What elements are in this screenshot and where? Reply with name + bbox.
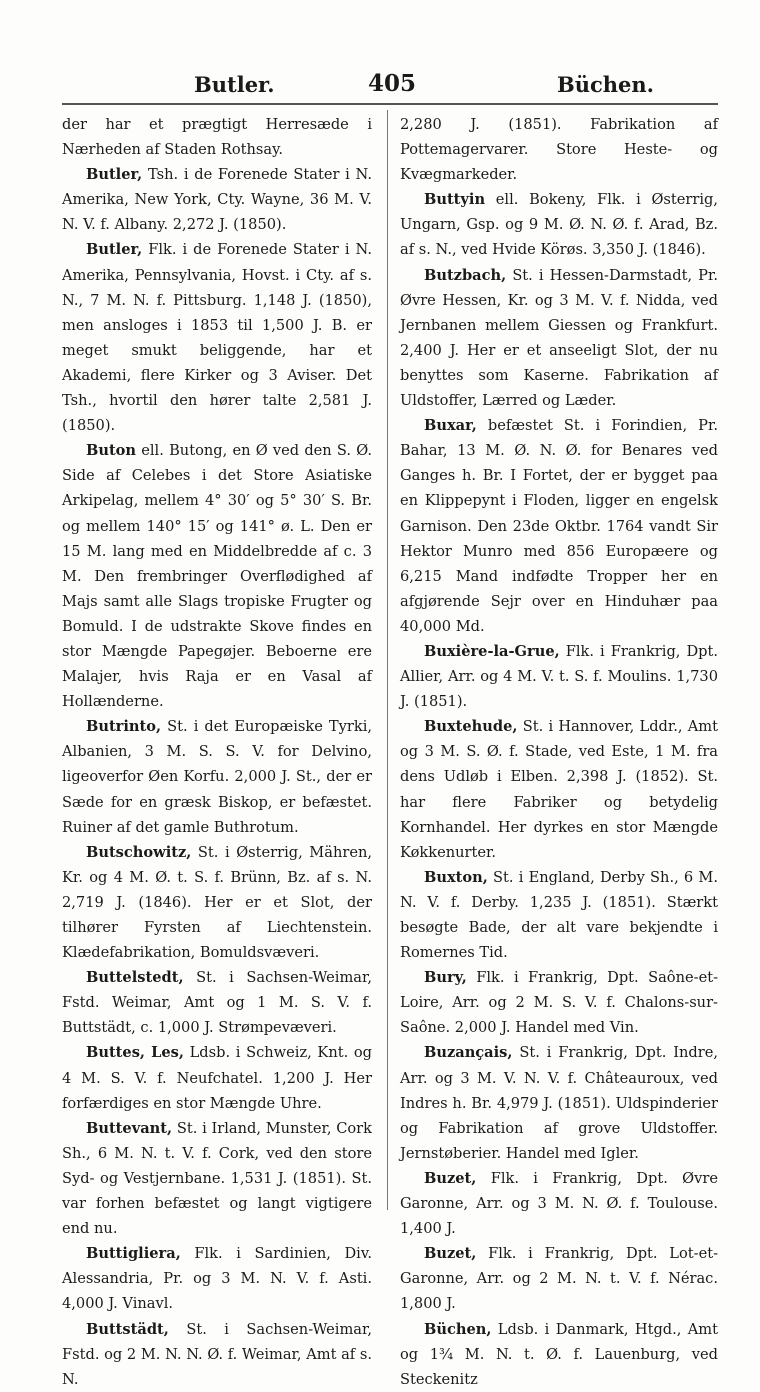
gazetteer-entry	[400, 714, 718, 865]
entry-headword: Buzet,	[424, 1169, 477, 1187]
entry-text: Ldsb. i Danmark, Htgd., Amt og 1¾ M. N. t. Ø. f. Lauenburg, ved Steckenitz	[400, 1320, 719, 1388]
entry-text: St. i Hessen-Darmstadt, Pr. Øvre Hessen, Kr. og 3 M. V. f. Nidda, ved Jernbanen mellem Giessen og Frankfurt. 2,400 J. Her er et anseeligt Slot, der nu benyttes som Kaserne. Fabrikation af Uldstoffer, Lærred og Læder.	[400, 266, 719, 410]
gazetteer-entry	[400, 1040, 718, 1165]
entry-headword: Buttyin	[424, 191, 486, 209]
entry-text: befæstet St. i Forindien, Pr. Bahar, 13 M. Ø. N. Ø. for Benares ved Ganges h. Br. I Fortet, der er bygget paa en Klippepynt i Floden, ligger en engelsk Garnison. Den 23de Oktbr. 1764 vandt Sir Hektor Munro med 856 Europæere og 6,215 Mand indfødte Tropper her en afgjørende Sejr over en Hinduhær paa 40,000 Md.	[400, 417, 718, 635]
entry-headword: Bury,	[424, 969, 467, 987]
entry-headword: Buttigliera,	[86, 1245, 181, 1263]
entry-headword: Buttevant,	[86, 1119, 173, 1137]
entry-text: Flk. i de Forenede Stater i N. Amerika, Pennsylvania, Hovst. i Cty. af s. N., 7 M. N. f. Pittsburg. 1,148 J. (1850), men ansloges i 1853 til 1,500 J. B. er meget smukt beliggende, har et Akademi, flere Kirker og 3 Aviser. Det Tsh., hvortil den hører talte 2,581 J. (1850).	[62, 241, 373, 435]
entry-headword: Buzançais,	[424, 1044, 513, 1062]
entry-text: ell. Butong, en Ø ved den S. Ø. Side af Celebes i det Store Asiatiske Arkipelag, mellem 4° 30′ og 5° 30′ S. Br. og mellem 140° 15′ og 141° ø. L. Den er 15 M. lang med en Middelbredde af c. 3 M. Den frembringer Overflødighed af Majs samt alle Slags tropiske Frugter og Bomuld. I de udstrakte Skove findes en stor Mængde Papegøjer. Beboerne ere Malajer, hvis Raja er en Vasal af Hollænderne.	[62, 442, 372, 711]
entry-headword: Buzet,	[424, 1245, 477, 1263]
gazetteer-entry	[62, 840, 372, 965]
header-left-catchword: Butler.	[194, 72, 275, 97]
entry-text: Tsh. i de Forenede Stater i N. Amerika, New York, Cty. Wayne, 36 M. V. N. V. f. Albany. 2,272 J. (1850).	[62, 166, 372, 234]
entry-text: Flk. i Sardinien, Div. Alessandria, Pr. og 3 M. N. V. f. Asti. 4,000 J. Vinavl.	[62, 1245, 373, 1313]
right-column	[400, 112, 718, 1392]
entry-headword: Butler,	[86, 166, 143, 184]
entry-text: St. i Irland, Munster, Cork Sh., 6 M. N. t. V. f. Cork, ved den store Syd- og Vestjernbane. 1,531 J. (1851). St. var forhen befæstet og langt vigtigere end nu.	[62, 1119, 372, 1238]
gazetteer-entry	[62, 965, 372, 1040]
gazetteer-entry	[62, 162, 372, 237]
entry-text: Flk. i Frankrig, Dpt. Saône-et-Loire, Arr. og 2 M. S. V. f. Chalons-sur-Saône. 2,000 J. Handel med Vin.	[400, 969, 718, 1037]
gazetteer-entry	[400, 965, 718, 1040]
entry-headword: Buxton,	[424, 868, 488, 886]
entry-headword: Butrinto,	[86, 718, 162, 736]
page-header	[62, 68, 718, 102]
entry-headword: Buxtehude,	[424, 718, 518, 736]
gazetteer-entry	[400, 1166, 718, 1241]
column-divider	[387, 110, 388, 1210]
entry-text: ell. Bokeny, Flk. i Østerrig, Ungarn, Gsp. og 9 M. Ø. N. Ø. f. Arad, Bz. af s. N., ved Hvide Körøs. 3,350 J. (1846).	[400, 191, 719, 259]
entry-headword: Büchen,	[424, 1320, 492, 1338]
header-right-catchword: Büchen.	[556, 72, 654, 97]
gazetteer-entry	[62, 1317, 372, 1392]
gazetteer-entry	[62, 237, 372, 438]
entry-headword: Butzbach,	[424, 266, 507, 284]
entry-text: Flk. i Frankrig, Dpt. Allier, Arr. og 4 M. V. t. S. f. Moulins. 1,730 J. (1851).	[400, 642, 719, 711]
entry-headword: Buxar,	[424, 417, 477, 435]
entry-text: 2,280 J. (1851). Fabrikation af Pottemagervarer. Store Heste- og Kvægmarkeder.	[400, 116, 718, 184]
entry-text: St. i Frankrig, Dpt. Indre, Arr. og 3 M. V. N. V. f. Châteauroux, ved Indres h. Br. 4,979 J. (1851). Uldspinderier og Fabrikation af grove Uldstoffer. Jernstøberier. Handel med Igler.	[400, 1044, 718, 1162]
left-column	[62, 112, 372, 1392]
gazetteer-entry	[62, 1040, 372, 1115]
entry-text: St. i Sachsen-Weimar, Fstd. Weimar, Amt og 1 M. S. V. f. Buttstädt, c. 1,000 J. Strømpevæveri.	[62, 969, 373, 1037]
entry-headword: Butler,	[86, 241, 143, 259]
page-number: 405	[368, 70, 417, 97]
entry-text: der har et prægtigt Herresæde i Nærheden af Staden Rothsay.	[62, 116, 372, 159]
gazetteer-entry	[400, 112, 718, 187]
entry-headword: Buttes, Les,	[86, 1044, 184, 1062]
entry-text: St. i Sachsen-Weimar, Fstd. og 2 M. N. N. Ø. f. Weimar, Amt af s. N.	[62, 1320, 372, 1388]
gazetteer-entry	[400, 865, 718, 965]
gazetteer-entry	[62, 1241, 372, 1316]
gazetteer-entry	[62, 1116, 372, 1241]
gazetteer-entry	[62, 112, 372, 162]
gazetteer-entry	[62, 438, 372, 714]
entry-text: St. i Hannover, Lddr., Amt og 3 M. S. Ø. f. Stade, ved Este, 1 M. fra dens Udløb i Elben. 2,398 J. (1852). St. har flere Fabriker og betydelig Kornhandel. Her dyrkes en stor Mængde Køkkenurter.	[400, 718, 719, 861]
gazetteer-entry	[62, 714, 372, 839]
entry-text: St. i det Europæiske Tyrki, Albanien, 3 M. S. S. V. for Delvino, ligeoverfor Øen Korfu. 2,000 J. St., der er Sæde for en græsk Biskop, er befæstet. Ruiner af det gamle Buthrotum.	[62, 718, 373, 836]
gazetteer-entry	[400, 187, 718, 262]
entry-text: Ldsb. i Schweiz, Knt. og 4 M. S. V. f. Neufchatel. 1,200 J. Her forfærdiges en stor Mængde Uhre.	[62, 1044, 373, 1112]
entry-text: Flk. i Frankrig, Dpt. Øvre Garonne, Arr. og 3 M. N. Ø. f. Toulouse. 1,400 J.	[400, 1169, 718, 1238]
gazetteer-entry	[400, 413, 718, 639]
gazetteer-entry	[400, 1317, 718, 1392]
gazetteer-entry	[400, 1241, 718, 1316]
entry-headword: Buttelstedt,	[86, 969, 184, 987]
entry-text: St. i Østerrig, Mähren, Kr. og 4 M. Ø. t. S. f. Brünn, Bz. af s. N. 2,719 J. (1846). Her er et Slot, der tilhører Fyrsten af Liechtenstein. Klædefabrikation, Bomuldsvæveri.	[62, 843, 372, 962]
header-rule	[62, 103, 718, 105]
entry-headword: Butschowitz,	[86, 843, 192, 861]
gazetteer-entry	[400, 639, 718, 714]
entry-headword: Buxière-la-Grue,	[424, 642, 560, 660]
gazetteer-entry	[400, 263, 718, 414]
entry-text: St. i England, Derby Sh., 6 M. N. V. f. Derby. 1,235 J. (1851). Stærkt besøgte Bade, der alt vare bekjendte i Romernes Tid.	[400, 868, 719, 962]
entry-headword: Buton	[86, 442, 137, 460]
entry-text: Flk. i Frankrig, Dpt. Lot-et-Garonne, Arr. og 2 M. N. t. V. f. Nérac. 1,800 J.	[400, 1245, 719, 1313]
entry-headword: Buttstädt,	[86, 1320, 169, 1338]
